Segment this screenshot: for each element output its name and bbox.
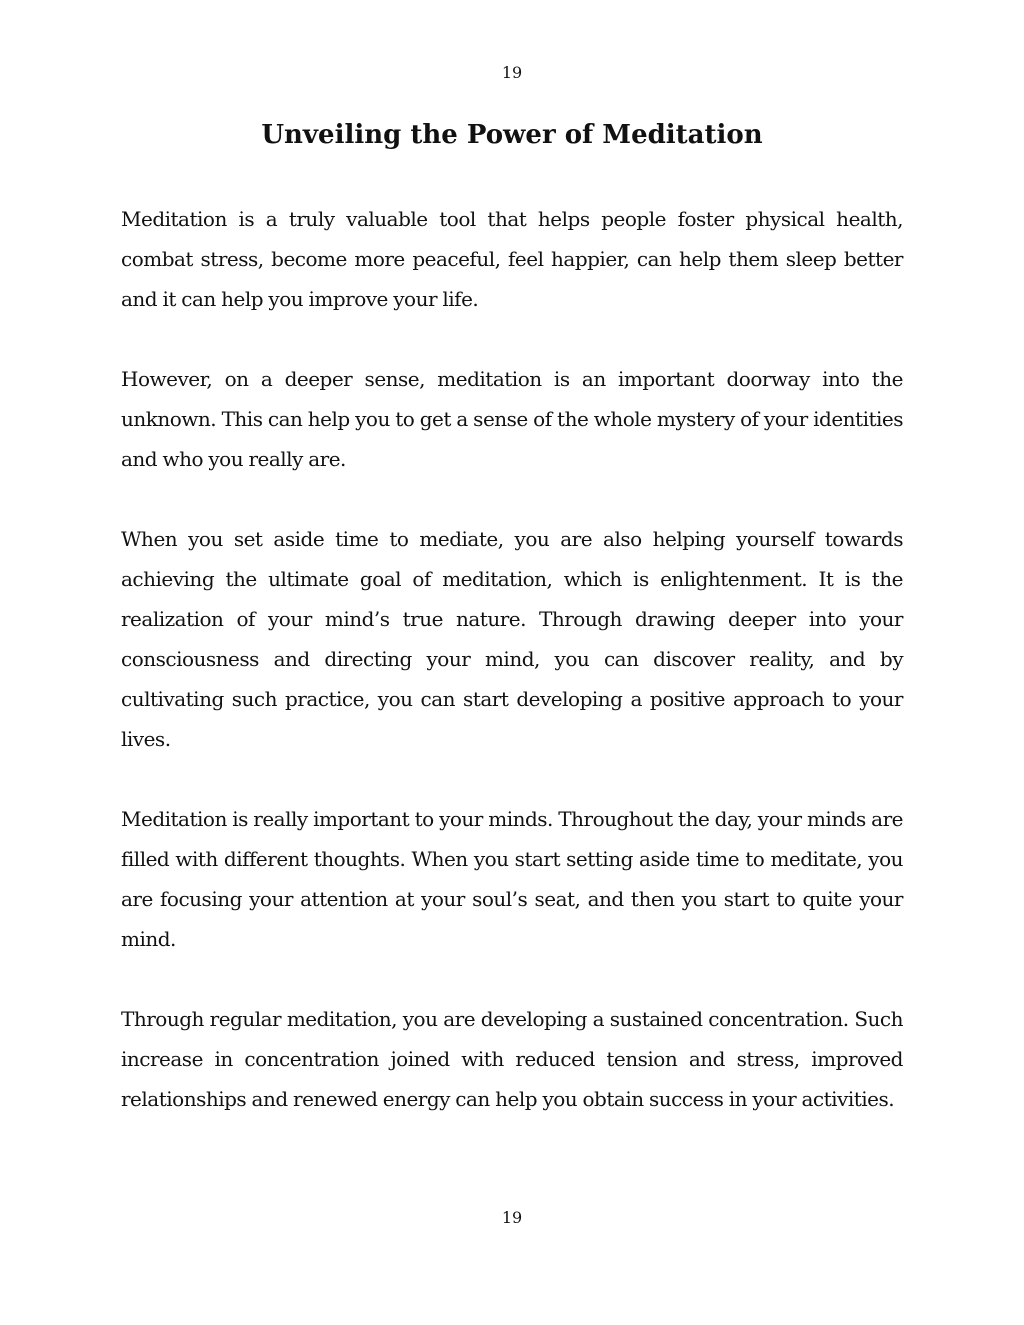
- paragraph-5: Through regular meditation, you are developing a sustained concentration. Such increase in concentration joined with reduced tension and stress, improved relationships and renewed energy can help you obtain success in your activities.: [121, 1007, 903, 1111]
- paragraph-3: When you set aside time to mediate, you are also helping yourself towards achieving the ultimate goal of meditation, which is enlightenment. It is the realization of your mind’s true nature. Through drawing deeper into your consciousness and directing your mind, you can discover reality, and by cultivating such practice, you can start developing a positive approach to your lives.: [121, 527, 903, 751]
- paragraph-2: However, on a deeper sense, meditation is an important doorway into the unknown. This can help you to get a sense of the whole mystery of your identities and who you really are.: [121, 367, 903, 471]
- page-number-top: 19: [501, 63, 523, 82]
- paragraph-4: Meditation is really important to your minds. Throughout the day, your minds are filled with different thoughts. When you start setting aside time to meditate, you are focusing your attention at your soul’s seat, and then you start to quite your mind.: [121, 807, 903, 951]
- body-text: [121, 199, 903, 1159]
- page-number-bottom: 19: [501, 1208, 523, 1227]
- paragraph-1: Meditation is a truly valuable tool that helps people foster physical health, combat stress, become more peaceful, feel happier, can help them sleep better and it can help you improve your life.: [121, 207, 903, 311]
- page-title: Unveiling the Power of Meditation: [261, 120, 763, 150]
